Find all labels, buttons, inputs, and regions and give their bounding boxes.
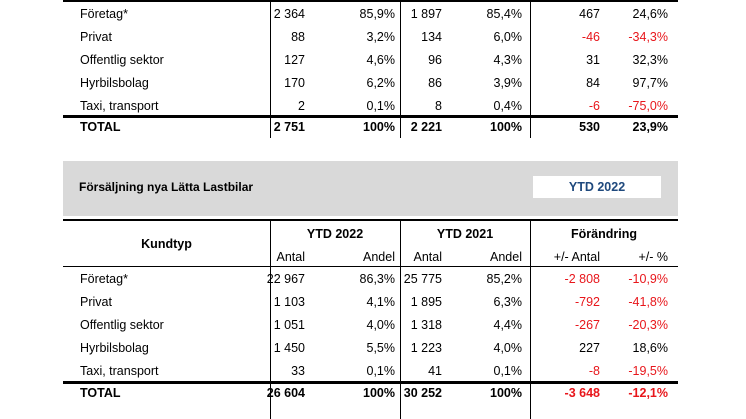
cell-cp: -10,9% [628, 272, 668, 286]
table-row [63, 314, 678, 337]
cell-a2: 96 [428, 53, 442, 67]
cell-cp: 18,6% [632, 341, 668, 355]
cell-p2: 85,4% [486, 7, 522, 21]
ytd-badge: YTD 2022 [533, 176, 661, 198]
total-label: TOTAL [80, 386, 121, 400]
row-label: Företag* [80, 272, 128, 286]
table-row [63, 337, 678, 360]
top-table-top-rule [63, 0, 678, 2]
cell-p2: 100% [490, 386, 522, 400]
cell-p2: 100% [490, 120, 522, 134]
cell-a1: 170 [284, 76, 305, 90]
cell-cp: -20,3% [628, 318, 668, 332]
cell-a1: 1 450 [273, 341, 305, 355]
total-label: TOTAL [80, 120, 121, 134]
cell-a1: 127 [284, 53, 305, 67]
cell-cp: -34,3% [628, 30, 668, 44]
cell-cp: 24,6% [632, 7, 668, 21]
subheader-plus-antal: +/- Antal [553, 250, 600, 264]
cell-p2: 0,4% [493, 99, 522, 113]
cell-a2: 25 775 [403, 272, 442, 286]
cell-p2: 4,0% [493, 341, 522, 355]
cell-a2: 1 318 [410, 318, 442, 332]
cell-a1: 26 604 [266, 386, 305, 400]
cell-ca: -3 648 [564, 386, 600, 400]
cell-p2: 6,0% [493, 30, 522, 44]
cell-cp: 23,9% [632, 120, 668, 134]
cell-p1: 0,1% [366, 364, 395, 378]
cell-a1: 2 751 [273, 120, 305, 134]
cell-p1: 4,6% [366, 53, 395, 67]
total-row [63, 116, 678, 139]
subheader-andel-2: Andel [490, 250, 522, 264]
table-row [63, 268, 678, 291]
cell-a2: 1 897 [410, 7, 442, 21]
cell-p2: 0,1% [493, 364, 522, 378]
cell-cp: -12,1% [628, 386, 668, 400]
cell-ca: -267 [574, 318, 600, 332]
cell-a2: 8 [435, 99, 442, 113]
cell-ca: -8 [588, 364, 600, 378]
cell-p2: 4,3% [493, 53, 522, 67]
bottom-total-rule [63, 381, 678, 384]
cell-a2: 30 252 [403, 386, 442, 400]
header-kundtyp: Kundtyp [141, 237, 192, 251]
cell-ca: 31 [586, 53, 600, 67]
table-row [63, 72, 678, 95]
subheader-plus-pct: +/- % [638, 250, 668, 264]
bottom-header-rule [63, 266, 678, 267]
row-label: Företag* [80, 7, 128, 21]
cell-cp: -75,0% [628, 99, 668, 113]
cell-a1: 2 364 [273, 7, 305, 21]
cell-ca: -46 [581, 30, 600, 44]
table-row [63, 3, 678, 26]
subheader-antal-1: Antal [276, 250, 305, 264]
cell-a2: 1 895 [410, 295, 442, 309]
cell-p2: 3,9% [493, 76, 522, 90]
cell-cp: 97,7% [632, 76, 668, 90]
row-label: Privat [80, 295, 112, 309]
table-row [63, 360, 678, 383]
row-label: Hyrbilsbolag [80, 341, 149, 355]
table-row [63, 291, 678, 314]
cell-p1: 4,1% [366, 295, 395, 309]
subheader-antal-2: Antal [413, 250, 442, 264]
cell-a1: 1 051 [273, 318, 305, 332]
cell-p1: 5,5% [366, 341, 395, 355]
cell-p1: 0,1% [366, 99, 395, 113]
cell-p1: 85,9% [359, 7, 395, 21]
cell-p2: 85,2% [486, 272, 522, 286]
row-label: Hyrbilsbolag [80, 76, 149, 90]
row-label: Privat [80, 30, 112, 44]
subheader-andel-1: Andel [363, 250, 395, 264]
cell-p1: 100% [363, 120, 395, 134]
row-label: Offentlig sektor [80, 53, 164, 67]
cell-ca: 467 [579, 7, 600, 21]
cell-cp: -19,5% [628, 364, 668, 378]
cell-p1: 86,3% [359, 272, 395, 286]
total-row [63, 382, 678, 405]
row-label: Taxi, transport [80, 364, 159, 378]
table-row [63, 49, 678, 72]
cell-p1: 6,2% [366, 76, 395, 90]
header-ytd-2022: YTD 2022 [306, 227, 364, 241]
cell-a2: 134 [421, 30, 442, 44]
cell-a1: 2 [298, 99, 305, 113]
cell-a1: 33 [291, 364, 305, 378]
cell-ca: -6 [588, 99, 600, 113]
bottom-table-top-rule [63, 219, 678, 221]
cell-ca: 227 [579, 341, 600, 355]
cell-cp: -41,8% [628, 295, 668, 309]
cell-a2: 86 [428, 76, 442, 90]
cell-ca: 530 [579, 120, 600, 134]
section-title: Försäljning nya Lätta Lastbilar [79, 180, 254, 194]
row-label: Offentlig sektor [80, 318, 164, 332]
cell-p1: 3,2% [366, 30, 395, 44]
cell-p2: 4,4% [493, 318, 522, 332]
cell-a2: 1 223 [410, 341, 442, 355]
cell-ca: -792 [574, 295, 600, 309]
cell-cp: 32,3% [632, 53, 668, 67]
cell-a1: 1 103 [273, 295, 305, 309]
cell-a1: 22 967 [266, 272, 305, 286]
cell-ca: -2 808 [564, 272, 600, 286]
table-row [63, 26, 678, 49]
header-ytd-2021: YTD 2021 [436, 227, 494, 241]
row-label: Taxi, transport [80, 99, 159, 113]
cell-a2: 2 221 [410, 120, 442, 134]
cell-p1: 4,0% [366, 318, 395, 332]
cell-a2: 41 [428, 364, 442, 378]
cell-a1: 88 [291, 30, 305, 44]
cell-p1: 100% [363, 386, 395, 400]
header-forandring: Förändring [571, 227, 637, 241]
top-total-rule [63, 115, 678, 118]
cell-ca: 84 [586, 76, 600, 90]
cell-p2: 6,3% [493, 295, 522, 309]
